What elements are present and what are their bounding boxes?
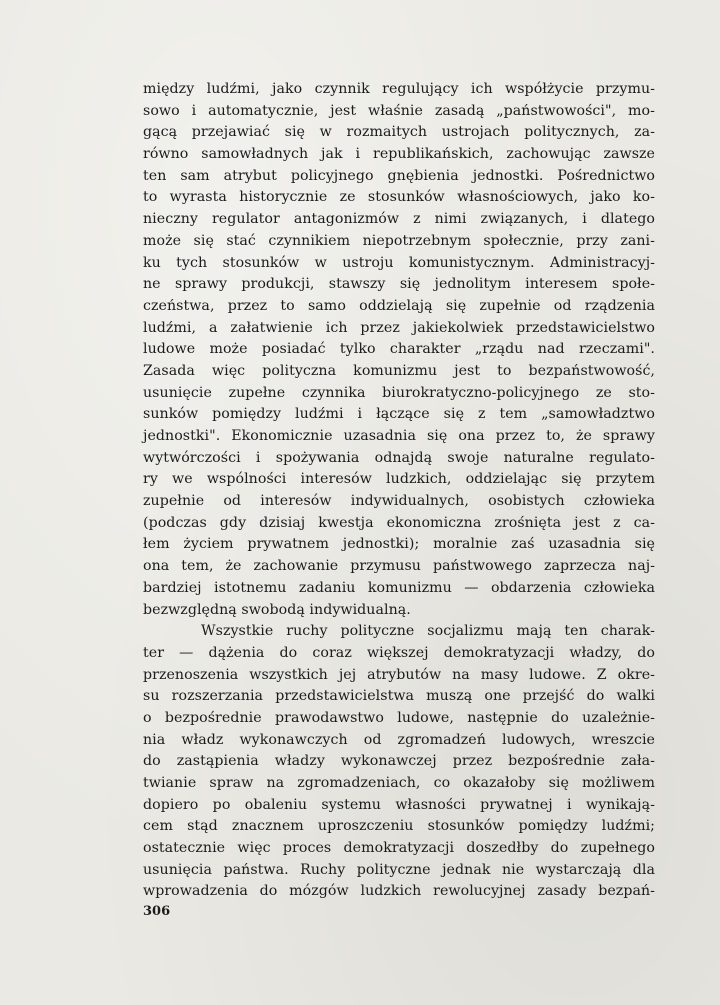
text-line: przenoszenia wszystkich jej atrybutów na masy ludowe. Z okre- [143, 666, 655, 683]
text-line: łem życiem prywatnem jednostki); moralnie zaś uzasadnia się [143, 536, 655, 553]
text-line: bardziej istotnemu zadaniu komunizmu — obdarzenia człowieka [143, 579, 655, 596]
text-line: gącą przejawiać się w rozmaitych ustrojach politycznych, za- [143, 124, 655, 141]
text-line: nia władz wykonawczych od zgromadzeń ludowych, wreszcie [143, 731, 655, 748]
text-line: między ludźmi, jako czynnik regulujący ich współżycie przymu- [143, 81, 655, 97]
text-line: wytwórczości i spożywania odnajdą swoje naturalne regulato- [143, 449, 655, 466]
text-line: bezwzględną swobodą indywidualną. [143, 601, 411, 618]
text-line: usunięcia państwa. Ruchy polityczne jednak nie wystarczają dla [143, 861, 655, 878]
text-line: ne sprawy produkcji, stawszy się jednolitym interesem społe- [143, 276, 655, 293]
text-line: sowo i automatycznie, jest właśnie zasadą „państwowości", mo- [143, 102, 655, 119]
text-line: (podczas gdy dzisiaj kwestja ekonomiczna zrośnięta jest z ca- [143, 514, 655, 531]
text-line: o bezpośrednie prawodawstwo ludowe, następnie do uzależnie- [143, 709, 655, 726]
text-line: ludźmi, a załatwienie ich przez jakiekolwiek przedstawicielstwo [143, 319, 655, 336]
text-line: twianie spraw na zgromadzeniach, co okazałoby się możliwem [143, 775, 655, 791]
text-line: do zastąpienia władzy wykonawczej przez bezpośrednie zała- [143, 753, 655, 770]
text-line: cem stąd znacznem uproszczeniu stosunków pomiędzy ludźmi; [143, 818, 655, 835]
text-line: nieczny regulator antagonizmów z nimi związanych, i dlatego [143, 211, 655, 228]
text-line: dopiero po obaleniu systemu własności prywatnej i wynikają- [143, 796, 655, 813]
body-text [143, 79, 655, 903]
text-line: su rozszerzania przedstawicielstwa muszą one przejść do walki [143, 688, 655, 705]
text-line: czeństwa, przez to samo oddzielają się zupełnie od rządzenia [143, 297, 655, 314]
text-line: równo samowładnych jak i republikańskich, zachowując zawsze [143, 146, 655, 163]
text-line: Zasada więc polityczna komunizmu jest to bezpaństwowość, [143, 362, 655, 379]
text-line: ona tem, że zachowanie przymusu państwowego zaprzecza naj- [143, 558, 655, 575]
text-line: wprowadzenia do mózgów ludzkich rewolucyjnej zasady bezpań- [143, 883, 655, 900]
text-line: usunięcie zupełne czynnika biurokratyczno-policyjnego ze sto- [143, 384, 655, 401]
text-line: sunków pomiędzy ludźmi i łączące się z tem „samowładztwo [143, 406, 655, 423]
text-line: ry we wspólności interesów ludzkich, oddzielając się przytem [143, 471, 655, 488]
text-line: ludowe może posiadać tylko charakter „rządu nad rzeczami". [143, 341, 655, 358]
page-number: 306 [143, 904, 171, 919]
text-line: ten sam atrybut policyjnego gnębienia jednostki. Pośrednictwo [143, 167, 655, 184]
text-line: ter — dążenia do coraz większej demokratyzacji władzy, do [143, 644, 655, 661]
text-line: Wszystkie ruchy polityczne socjalizmu mają ten charak- [201, 623, 655, 640]
text-line: ku tych stosunków w ustroju komunistycznym. Administracyj- [143, 254, 655, 271]
text-line: ostatecznie więc proces demokratyzacji doszedłby do zupełnego [143, 840, 655, 857]
text-line: zupełnie od interesów indywidualnych, osobistych człowieka [143, 493, 655, 510]
text-line: to wyrasta historycznie ze stosunków własnościowych, jako ko- [143, 189, 655, 206]
text-line: może się stać czynnikiem niepotrzebnym społecznie, przy zani- [143, 232, 655, 249]
text-line: jednostki". Ekonomicznie uzasadnia się ona przez to, że sprawy [143, 428, 655, 444]
